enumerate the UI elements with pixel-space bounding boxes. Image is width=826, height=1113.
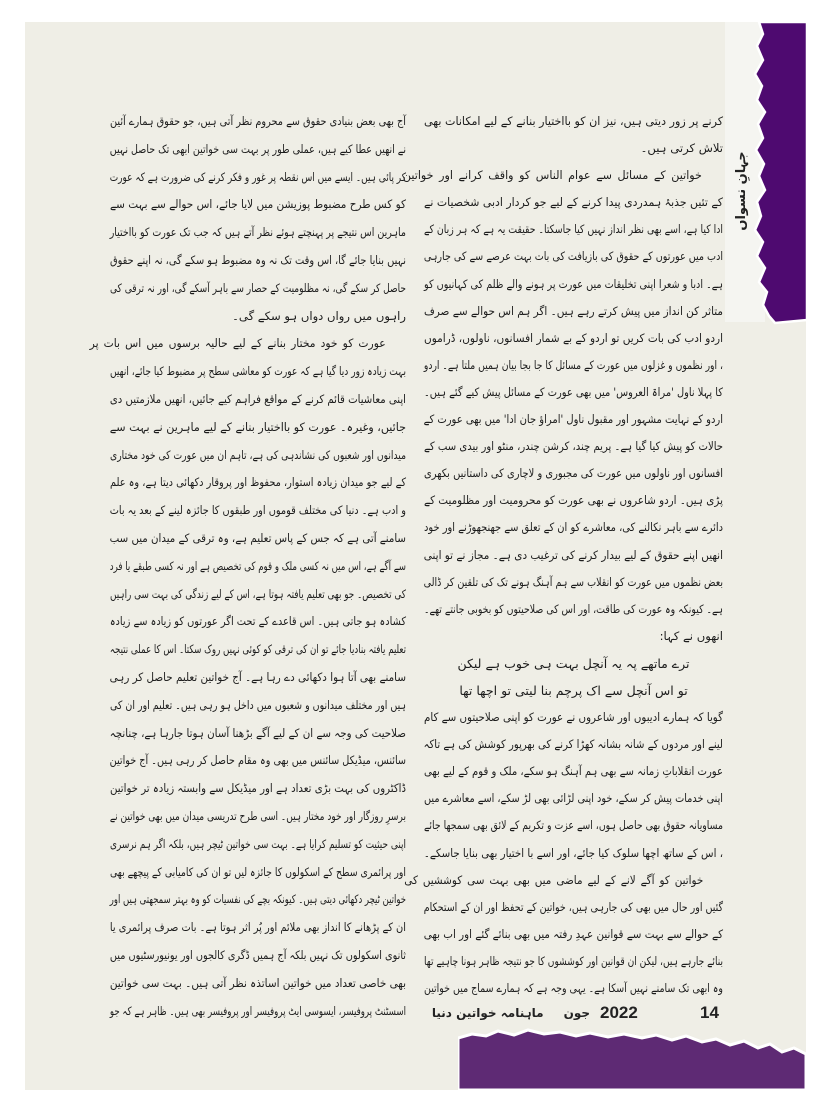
text-line: اور پرائمری سطح کے اسکولوں کا جائزہ لیں تو ان کی کامیابی کے پیچھے بھی bbox=[110, 864, 406, 879]
text-line: ادا کیا ہے، اسے بھی نظر انداز نہیں کیا جاسکتا۔ حقیقت یہ ہے کہ ہر زبان کے bbox=[424, 222, 723, 237]
text-line: کرنے پر زور دیتی ہیں، نیز ان کو بااختیار بنانے کے لیے امکانات بھی bbox=[423, 114, 723, 128]
text-line: انھوں نے کہا: bbox=[659, 628, 723, 643]
footer-page-number: 14 bbox=[700, 1003, 719, 1022]
text-line: گئیں اور حال میں بھی کی جارہی ہیں، خواتین کے تحفظ اور ان کے استحکام bbox=[423, 899, 723, 914]
text-line: انھیں اپنے حقوق کے لیے بیدار کرنے کی ترغیب دی ہے۔ مجاز نے تو اپنی bbox=[423, 547, 723, 562]
verse-line: ترے ماتھے پہ یہ آنچل بہت ہی خوب ہے لیکن bbox=[457, 655, 690, 671]
text-line: لینے اور مردوں کے شانہ بشانہ کھڑا کرنے کی بھرپور کوشش کی ہے تاکہ bbox=[423, 737, 723, 752]
text-line: ہے۔ کیونکہ وہ عورت کی طاقت، اور اس کی صلاحیتوں کو بخوبی جانتے تھے۔ bbox=[423, 601, 723, 616]
text-line: ، اور نظموں و غزلوں میں عورت کے مسائل کا جا بجا بیان ہمیں ملتا ہے۔ اردو bbox=[423, 357, 723, 372]
text-line: وہ ابھی تک سامنے نہیں آسکا ہے۔ یہی وجہ ہے کہ ہمارے سماج میں خواتین bbox=[424, 981, 723, 995]
text-line: اردو کے نہایت مشہور اور مقبول ناول 'امراؤ جان ادا' میں بھی عورت کے bbox=[423, 412, 723, 427]
text-line: ، اس کے ساتھ اچھا سلوک کیا جائے، اور اسے با اختیار بھی بنایا جاسکے۔ bbox=[423, 845, 723, 860]
text-line: ثانوی اسکولوں تک نہیں بلکہ آج ہمیں ڈگری کالجوں اور یونیورسٹیوں میں bbox=[109, 947, 407, 962]
text-line: اپنی معاشیات قائم کرنے کے مواقع فراہم کیے جائیں، انھیں ملازمتیں دی bbox=[109, 391, 407, 406]
text-line: کا پہلا ناول 'مراۃ العروس' میں بھی عورت کے مسائل پیش کیے گئے ہیں۔ bbox=[424, 384, 723, 399]
text-line: کے تئیں جذبۂ ہمدردی پیدا کرنے کے لیے جو کردار ادبی شخصیات نے bbox=[424, 195, 723, 210]
text-line: میدانوں اور شعبوں کی نشاندہی کی ہے، تاہم ان میں عورت کی خود مختاری bbox=[110, 447, 406, 462]
text-line: کر پائی ہیں۔ ایسے میں اس نقطہ پر غور و فکر کرنے کی ضرورت ہے کہ عورت bbox=[109, 169, 406, 184]
text-line: پڑی ہیں۔ اردو شاعروں نے بھی عورت کو محرومیت اور مظلومیت کے bbox=[424, 493, 723, 508]
text-line: خواتین کے مسائل سے عوام الناس کو واقف کرانے اور خواتین bbox=[402, 168, 702, 183]
text-line: ادب میں عورتوں کے حقوق کی بازیافت کی بات بہت عرصے سے کی جارہی bbox=[423, 249, 723, 264]
text-line: خواتین کو آگے لانے کے لیے ماضی میں بھی بہت سی کوششیں کی bbox=[404, 872, 704, 887]
purple-torn-footer-band bbox=[458, 1026, 806, 1090]
text-line: ہیں اور مختلف میدانوں و شعبوں میں داخل ہو رہی ہیں۔ تعلیم اور ان کی bbox=[110, 697, 406, 712]
text-line: بنائے جارہے ہیں، لیکن ان قوانین اور کوششوں کا جو نتیجہ ظاہر ہونا چاہیے تھا bbox=[424, 953, 723, 968]
text-line: عورت کو خود مختار بنانے کے لیے حالیہ برسوں میں اس بات پر bbox=[89, 336, 386, 351]
text-line: بعض نظموں میں عورت کو انقلاب سے ہم آہنگ ہونے تک کی تلقین کر ڈالی bbox=[423, 574, 723, 589]
text-line: ماہرین اس نتیجے پر پہنچتے ہوئے نظر آتے ہیں کہ جب تک عورت کو بااختیار bbox=[109, 225, 406, 240]
text-line: اپنی حیثیت کو تسلیم کرایا ہے۔ بہت سی خواتین ٹیچر ہیں، بلکہ اگر ہم نرسری bbox=[110, 836, 406, 851]
text-line: سامنے آتی ہے کہ جس کے پاس تعلیم ہے، وہ ترقی کے میدان میں سب bbox=[109, 530, 406, 545]
text-line: افسانوں اور ناولوں میں عورت کی مجبوری و لاچاری کی داستانیں بکھری bbox=[424, 466, 723, 481]
text-line: کی تخصیص۔ جو بھی تعلیم یافتہ ہوتا ہے، اس کے لیے زندگی کی بہت سی راہیں bbox=[110, 586, 406, 601]
footer-year: 2022 bbox=[600, 1003, 638, 1022]
text-line: برسرِ روزگار اور خود مختار ہیں۔ اسی طرح تدریسی میدان میں بھی خواتین نے bbox=[109, 808, 406, 823]
text-line: کشادہ ہو جاتی ہیں۔ اس قاعدے کے تحت اگر عورتوں کو زیادہ سے زیادہ bbox=[109, 614, 406, 629]
text-line: حالات کو پیش کیا گیا ہے۔ پریم چند، کرشن چندر، منٹو اور بیدی سب کے bbox=[424, 439, 723, 454]
text-line: ڈاکٹروں کی بہت بڑی تعداد ہے اور میڈیکل سے وابستہ زیادہ تر خواتین bbox=[110, 781, 406, 796]
text-line: کو کس طرح مضبوط پوزیشن میں لایا جائے، اس حوالے سے بہت سے bbox=[110, 197, 406, 212]
text-line: خواتین ٹیچر دکھائی دیتی ہیں۔ کیونکہ بچے کی نفسیات کو وہ بہتر سمجھتی ہیں اور bbox=[109, 892, 407, 907]
text-line: صلاحیت کی وجہ سے ان کے لیے آگے بڑھنا آسان ہوتا جارہا ہے، چنانچہ bbox=[109, 725, 407, 740]
text-line: تعلیم یافتہ بنادیا جائے تو ان کی ترقی کو کوئی نہیں روک سکتا۔ اس کا عملی نتیجہ bbox=[109, 642, 406, 657]
text-line: مساویانہ حقوق بھی حاصل ہوں، اسے عزت و تکریم کے لائق بھی سمجھا جائے bbox=[423, 818, 723, 833]
text-line: سے آگے ہے، اس میں نہ کسی ملک و قوم کی تخصیص ہے اور نہ کسی طبقے یا فرد bbox=[109, 558, 406, 573]
section-title: جہانِ نسواں bbox=[734, 151, 749, 231]
text-line: ہے۔ ادبا و شعرا اپنی تخلیقات میں عورت پر ہونے والے ظلم کی کہانیوں کو bbox=[424, 276, 723, 291]
text-line: آج بھی بعض بنیادی حقوق سے محروم نظر آتی ہیں، جو حقوق ہمارے آئین bbox=[110, 114, 406, 128]
text-line: بھی خاصی تعداد میں خواتین اساتذہ نظر آتی ہیں۔ بہت سی خواتین bbox=[109, 975, 406, 990]
text-line: نہیں بنایا جائے گا، اس وقت تک نہ وہ مضبوط ہو سکے گی، نہ اپنے حقوق bbox=[110, 252, 406, 267]
text-line: نے انھیں عطا کیے ہیں، عملی طور پر بہت سی خواتین ابھی تک حاصل نہیں bbox=[109, 141, 407, 156]
article-column-right bbox=[402, 108, 723, 1002]
text-line: اسسٹنٹ پروفیسر، ایسوسی ایٹ پروفیسر اور پروفیسر بھی ہیں۔ ظاہر ہے کہ جو bbox=[109, 1003, 406, 1018]
text-line: گویا کہ ہمارے ادیبوں اور شاعروں نے عورت کو اپنی صلاحیتوں سے کام bbox=[424, 710, 723, 725]
text-line: سامنے بھی آتا ہوا دکھائی دے رہا ہے۔ آج خواتین تعلیم حاصل کر رہی bbox=[109, 669, 406, 684]
footer-month: جون bbox=[563, 1006, 590, 1020]
footer-magazine-name: ماہنامہ خواتین دنیا bbox=[431, 1006, 544, 1020]
text-line: حاصل کر سکے گی، نہ مظلومیت کے حصار سے باہر آسکے گی، اور نہ ترقی کی bbox=[110, 280, 406, 295]
text-line: اردو ادب کی بات کریں تو اردو کے بے شمار افسانوں، ناولوں، ڈراموں bbox=[424, 330, 723, 345]
text-line: و ادب ہے۔ دنیا کی مختلف قوموں اور طبقوں کا جائزہ لینے کے بعد یہ بات bbox=[109, 503, 406, 518]
text-line: تلاش کرتی ہیں۔ bbox=[640, 141, 723, 156]
text-line: جائیں، وغیرہ۔ عورت کو بااختیار بنانے کے لیے ماہرین نے بہت سے bbox=[109, 419, 406, 434]
text-line: متاثر کن انداز میں پیش کرتے رہے ہیں۔ اگر ہم اس حوالے سے صرف bbox=[423, 303, 723, 318]
footer-issue-info bbox=[432, 1006, 590, 1020]
article-column-left bbox=[89, 108, 407, 1025]
text-line: عورت انقلاباتِ زمانہ سے بھی ہم آہنگ ہو سکے، ملک و قوم کے لیے بھی bbox=[424, 764, 723, 779]
text-line: کے لیے جو میدان زیادہ استوار، محفوظ اور پروقار دکھائی دیتا ہے، وہ علم bbox=[110, 475, 406, 490]
text-line: دائرے سے باہر نکالنے کی، معاشرے کو ان کے تعلق سے جھنجھوڑنے اور خود bbox=[424, 520, 723, 535]
text-line: اپنی خدمات پیش کر سکے، خود اپنی لڑائی بھی لڑ سکے، اسے معاشرے میں bbox=[424, 791, 723, 806]
text-line: سائنس، میڈیکل سائنس میں بھی وہ مقام حاصل کر رہی ہیں۔ آج خواتین bbox=[109, 753, 406, 768]
text-line: بہت زیادہ زور دیا گیا ہے کہ عورت کو معاشی سطح پر مضبوط کیا جائے، انھیں bbox=[110, 364, 406, 379]
verse-line: تو اس آنچل سے اک پرچم بنا لیتی تو اچھا تھا bbox=[459, 682, 688, 698]
text-line: راہوں میں رواں دواں ہو سکے گی۔ bbox=[232, 308, 406, 323]
text-line: کے حوالے سے بہت سے قوانین عہدِ رفتہ میں بھی بنائے گئے اور اب بھی bbox=[423, 926, 723, 941]
text-line: ان کے پڑھانے کا انداز بھی ملائم اور پُر اثر ہوتا ہے۔ بات صرف پرائمری یا bbox=[109, 920, 406, 935]
